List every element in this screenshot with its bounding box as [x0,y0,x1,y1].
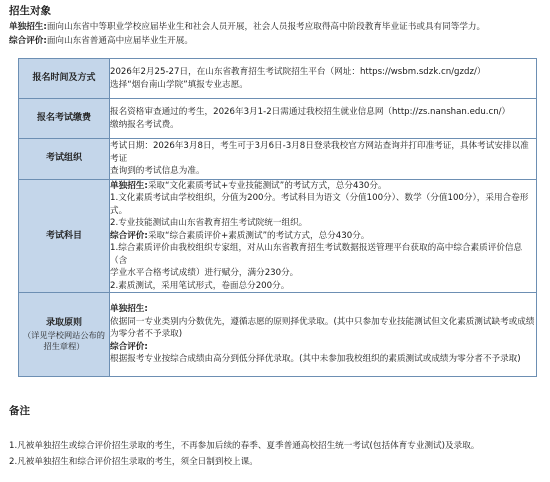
cell-line: 查询到的考试信息为准。 [110,166,205,177]
cell-line: 2.专业技能测试由山东省教育招生考试院统一组织。 [110,218,308,229]
cell-line [110,180,536,192]
cell-line-label: 单独招生: [110,181,148,191]
cell-line: 2.素质测试，采用笔试形式，卷面总分200分。 [110,280,290,291]
row-body-exam-subjects [110,180,537,293]
table-row [19,293,537,377]
row-head-admission-principle [19,293,110,377]
notes-title: 备注 [9,405,30,417]
cell-line: 根据报考专业按综合成绩由高分到低分择优录取。(其中未参加我校组织的素质测试或成绩为零分者不予录取) [110,354,521,365]
row-head-exam-organization: 考试组织 [19,139,110,180]
row-body-registration [110,59,537,99]
row-head-admission-principle-note: （详见学校网站公布的招生章程） [23,330,105,352]
cell-line: 选择“烟台南山学院”填报专业志愿。 [110,79,248,90]
target-text-comprehensive: 面向山东省普通高中应届毕业生开展。 [46,36,193,46]
cell-line-text: 采取“综合素质评价+素质测试”的考试方式，总分430分。 [147,230,370,241]
cell-line-label: 综合评价: [110,341,148,352]
row-body-fee [110,99,537,139]
table-row [19,139,537,180]
cell-line: 2026年2月25-27日，在山东省教育招生考试院招生平台（网址：https://wsbm.sdzk.cn/gzdz/） [110,67,486,78]
admission-info-table [18,58,537,377]
target-text-independent: 面向山东省中等职业学校应届毕业生和社会人员开展，社会人员报考应取得高中阶段教育毕业证书或具有同等学力。 [46,22,486,32]
target-label-comprehensive: 综合评价: [9,36,47,46]
note-item: 2.凡被单独招生和综合评价招生录取的考生，须全日制到校上课。 [9,457,258,467]
cell-line: 依据同一专业类别内分数优先，遵循志愿的原则择优录取。(其中只参加专业技能测试但文化素质测试缺考或成绩 [110,316,535,327]
cell-line: 学业水平合格考试成绩）进行赋分，满分230分。 [110,268,299,279]
cell-line: 报名资格审查通过的考生，2026年3月1-2日需通过我校招生就业信息网（http://zs.nanshan.edu.cn/） [110,107,511,118]
cell-line-label: 单独招生: [110,304,148,315]
section-title-enrollment-targets: 招生对象 [9,5,51,17]
target-line-independent [9,21,542,33]
row-head-admission-principle-title: 录取原则 [45,318,82,329]
table-row [19,59,537,99]
cell-line: 考试日期：2026年3月8日，考生可于3月6日-3月8日登录我校官方网站查询并打印准考证，具体考试安排以准考证 [110,141,529,164]
table-row [19,99,537,139]
row-head-exam-subjects: 考试科目 [19,180,110,293]
note-item: 1.凡被单独招生或综合评价招生录取的考生，不再参加后续的春季、夏季普通高校招生统一考试(包括体育专业测试)及录取。 [9,441,480,451]
row-body-admission-principle [110,293,537,377]
table-row [19,180,537,293]
target-label-independent: 单独招生: [9,22,47,32]
row-head-registration: 报名时间及方式 [19,59,110,99]
cell-line: 为零分者不予录取) [110,329,183,340]
cell-line: 1.文化素质考试由学校组织，分值为200分。考试科目为语文（分值100分）、数学（分值100分），采用合卷形式。 [110,193,529,216]
cell-line-text: 采取“文化素质考试+专业技能测试”的考试方式，总分430分。 [147,181,387,191]
cell-line-label: 综合评价: [110,230,148,241]
cell-line [110,230,536,242]
row-head-fee: 报名考试缴费 [19,99,110,139]
cell-line: 缴纳报名考试费。 [110,119,179,130]
cell-line: 1.综合素质评价由我校组织专家组，对从山东省教育招生考试数据报送管理平台获取的高中综合素质评价信息（含 [110,243,523,266]
row-body-exam-organization [110,139,537,180]
target-line-comprehensive [9,35,542,47]
